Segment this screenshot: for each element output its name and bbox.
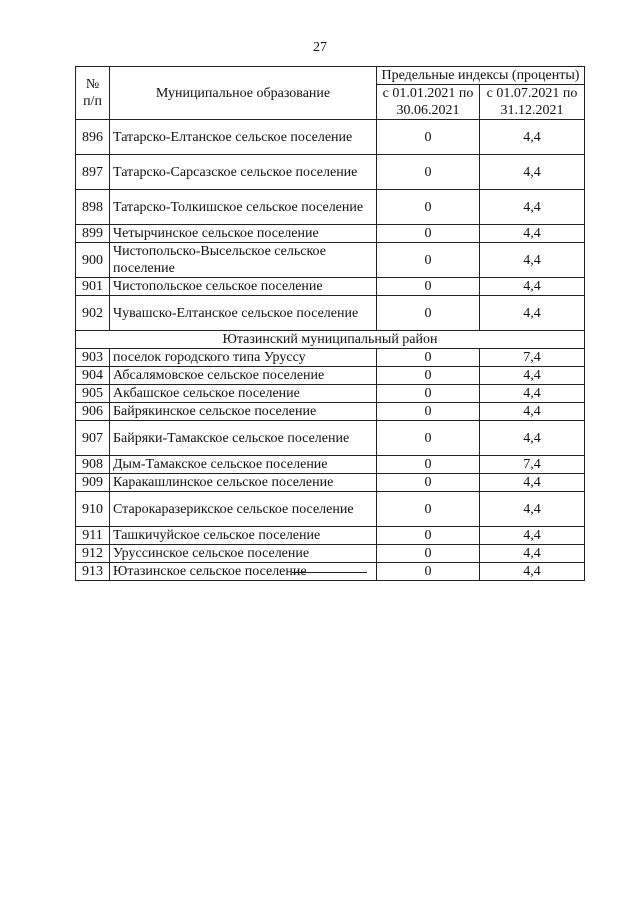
table-row bbox=[76, 456, 585, 474]
section-title: Ютазинский муниципальный район bbox=[76, 331, 585, 349]
row-name: Абсалямовское сельское поселение bbox=[110, 367, 377, 385]
row-number: 910 bbox=[76, 492, 110, 527]
row-name: Акбашское сельское поселение bbox=[110, 385, 377, 403]
index-table bbox=[75, 66, 585, 581]
row-value-2: 4,4 bbox=[480, 367, 585, 385]
row-number: 898 bbox=[76, 190, 110, 225]
row-value-1: 0 bbox=[377, 563, 480, 581]
row-value-1: 0 bbox=[377, 527, 480, 545]
row-value-1: 0 bbox=[377, 155, 480, 190]
row-number: 913 bbox=[76, 563, 110, 581]
row-value-1: 0 bbox=[377, 278, 480, 296]
row-value-2: 4,4 bbox=[480, 190, 585, 225]
table-row bbox=[76, 421, 585, 456]
row-number: 902 bbox=[76, 296, 110, 331]
table-row bbox=[76, 278, 585, 296]
row-value-2: 4,4 bbox=[480, 385, 585, 403]
row-number: 900 bbox=[76, 243, 110, 278]
table-body-b bbox=[76, 349, 585, 581]
row-name: Старокаразерикское сельское поселение bbox=[110, 492, 377, 527]
row-value-1: 0 bbox=[377, 225, 480, 243]
header-group: Предельные индексы (проценты) bbox=[377, 67, 585, 85]
row-value-1: 0 bbox=[377, 296, 480, 331]
row-name: Чувашско-Елтанское сельское поселение bbox=[110, 296, 377, 331]
row-value-1: 0 bbox=[377, 190, 480, 225]
table-row bbox=[76, 120, 585, 155]
table-row bbox=[76, 349, 585, 367]
row-number: 903 bbox=[76, 349, 110, 367]
header-name: Муниципальное образование bbox=[110, 67, 377, 120]
row-name: Татарско-Сарсазское сельское поселение bbox=[110, 155, 377, 190]
row-value-1: 0 bbox=[377, 545, 480, 563]
row-value-2: 4,4 bbox=[480, 492, 585, 527]
row-value-2: 4,4 bbox=[480, 155, 585, 190]
row-number: 912 bbox=[76, 545, 110, 563]
row-value-1: 0 bbox=[377, 403, 480, 421]
row-value-1: 0 bbox=[377, 421, 480, 456]
header-period-2: с 01.07.2021 по 31.12.2021 bbox=[480, 85, 585, 120]
row-value-2: 4,4 bbox=[480, 527, 585, 545]
row-value-1: 0 bbox=[377, 456, 480, 474]
table-row bbox=[76, 367, 585, 385]
table-row bbox=[76, 385, 585, 403]
row-name: Чистопольско-Высельское сельское поселение bbox=[110, 243, 377, 278]
row-value-2: 4,4 bbox=[480, 545, 585, 563]
row-value-2: 4,4 bbox=[480, 421, 585, 456]
row-name: Дым-Тамакское сельское поселение bbox=[110, 456, 377, 474]
row-value-2: 7,4 bbox=[480, 456, 585, 474]
row-value-2: 4,4 bbox=[480, 403, 585, 421]
row-value-2: 4,4 bbox=[480, 225, 585, 243]
row-value-1: 0 bbox=[377, 349, 480, 367]
row-value-2: 4,4 bbox=[480, 474, 585, 492]
row-name: Ташкичуйское сельское поселение bbox=[110, 527, 377, 545]
row-number: 909 bbox=[76, 474, 110, 492]
row-name: Уруссинское сельское поселение bbox=[110, 545, 377, 563]
row-value-1: 0 bbox=[377, 385, 480, 403]
row-number: 908 bbox=[76, 456, 110, 474]
row-value-2: 4,4 bbox=[480, 243, 585, 278]
table-row bbox=[76, 403, 585, 421]
row-name: Татарско-Толкишское сельское поселение bbox=[110, 190, 377, 225]
row-name: Четырчинское сельское поселение bbox=[110, 225, 377, 243]
table-row bbox=[76, 527, 585, 545]
row-number: 906 bbox=[76, 403, 110, 421]
row-name: Ютазинское сельское поселение bbox=[110, 563, 377, 581]
header-period-1: с 01.01.2021 по 30.06.2021 bbox=[377, 85, 480, 120]
table-row bbox=[76, 225, 585, 243]
row-value-1: 0 bbox=[377, 474, 480, 492]
table-row bbox=[76, 155, 585, 190]
table-row bbox=[76, 545, 585, 563]
table-header bbox=[76, 67, 585, 120]
section-row bbox=[76, 331, 585, 349]
row-number: 911 bbox=[76, 527, 110, 545]
table-row bbox=[76, 492, 585, 527]
table-row bbox=[76, 474, 585, 492]
row-name: поселок городского типа Уруссу bbox=[110, 349, 377, 367]
row-number: 896 bbox=[76, 120, 110, 155]
section-block bbox=[76, 331, 585, 349]
row-value-2: 7,4 bbox=[480, 349, 585, 367]
row-number: 897 bbox=[76, 155, 110, 190]
row-value-2: 4,4 bbox=[480, 120, 585, 155]
row-number: 904 bbox=[76, 367, 110, 385]
row-number: 905 bbox=[76, 385, 110, 403]
end-rule bbox=[292, 572, 367, 573]
row-name: Татарско-Елтанское сельское поселение bbox=[110, 120, 377, 155]
header-num: № п/п bbox=[76, 67, 110, 120]
row-name: Байряки-Тамакское сельское поселение bbox=[110, 421, 377, 456]
row-value-2: 4,4 bbox=[480, 563, 585, 581]
row-value-1: 0 bbox=[377, 492, 480, 527]
row-value-2: 4,4 bbox=[480, 296, 585, 331]
table-row bbox=[76, 296, 585, 331]
row-number: 907 bbox=[76, 421, 110, 456]
row-name: Байрякинское сельское поселение bbox=[110, 403, 377, 421]
row-value-1: 0 bbox=[377, 243, 480, 278]
page-number: 27 bbox=[313, 40, 327, 55]
row-name: Каракашлинское сельское поселение bbox=[110, 474, 377, 492]
row-value-2: 4,4 bbox=[480, 278, 585, 296]
table-row bbox=[76, 243, 585, 278]
row-value-1: 0 bbox=[377, 367, 480, 385]
row-number: 901 bbox=[76, 278, 110, 296]
row-name: Чистопольское сельское поселение bbox=[110, 278, 377, 296]
table-row bbox=[76, 190, 585, 225]
table-body-a bbox=[76, 120, 585, 331]
row-number: 899 bbox=[76, 225, 110, 243]
row-value-1: 0 bbox=[377, 120, 480, 155]
